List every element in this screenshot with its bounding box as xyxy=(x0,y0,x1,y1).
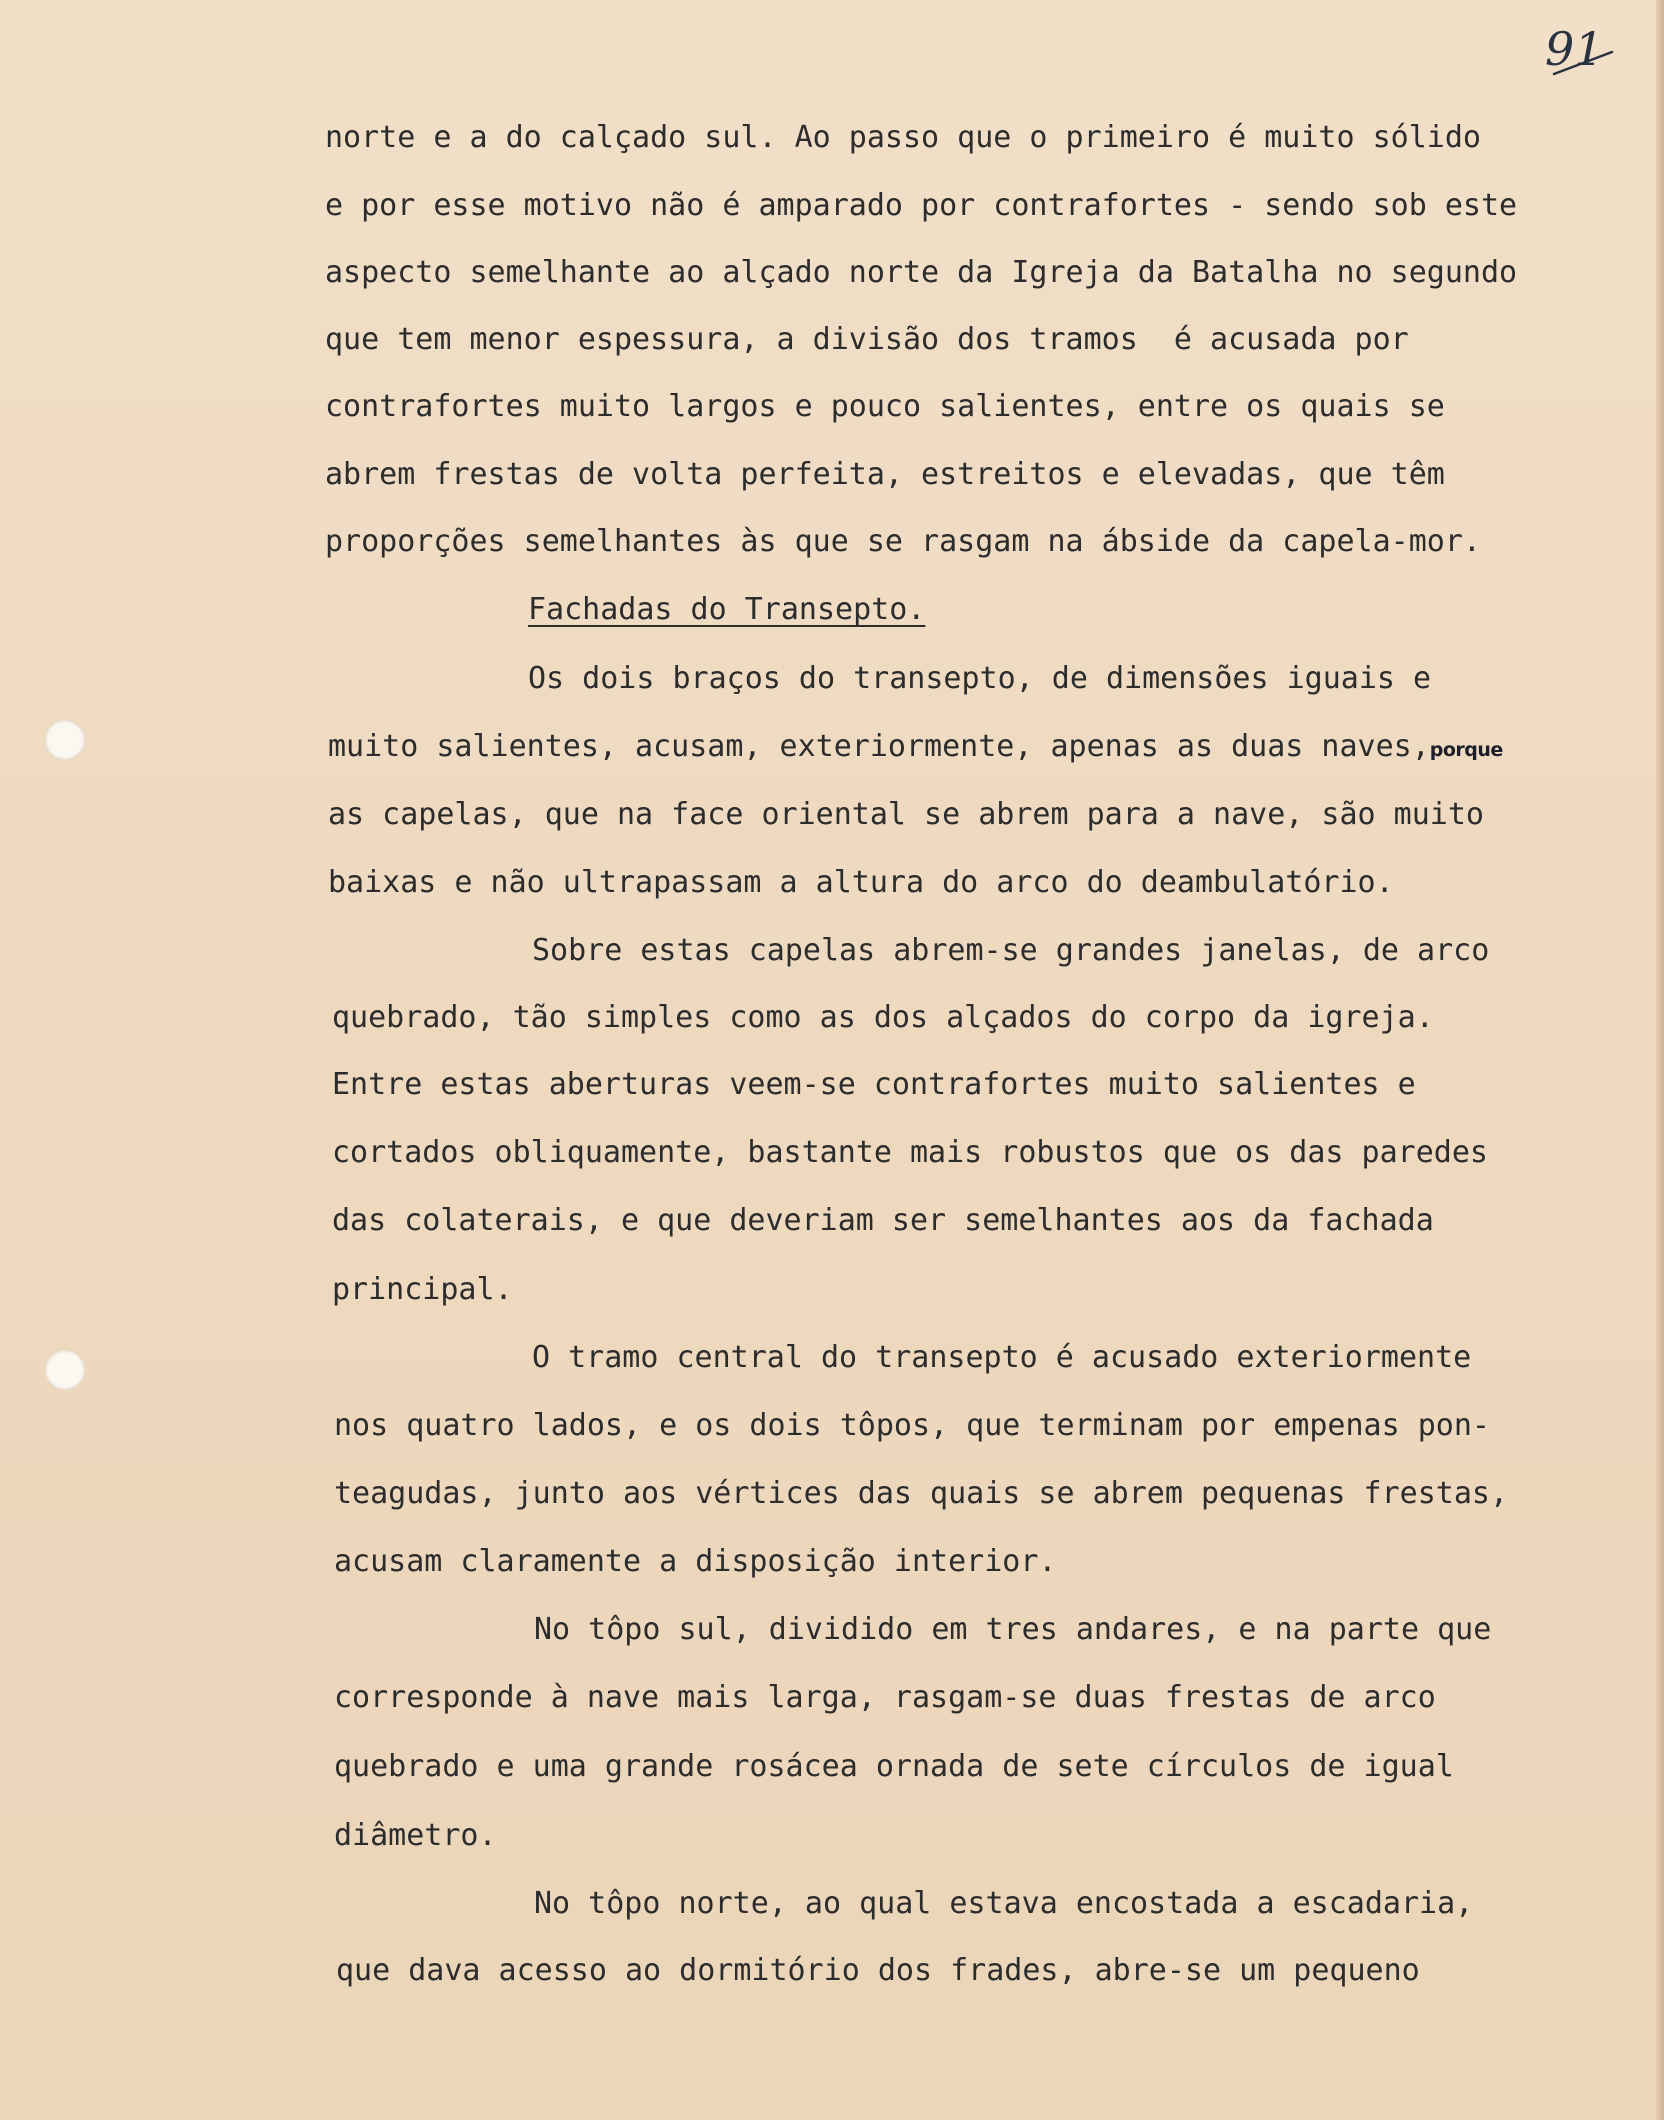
text-line-2: e por esse motivo não é amparado por contrafortes - sendo sob este xyxy=(325,188,1518,223)
text-line-16: das colaterais, e que deveriam ser semelhantes aos da fachada xyxy=(332,1203,1434,1238)
text-line-7: proporções semelhantes às que se rasgam na ábside da capela-mor. xyxy=(325,524,1481,559)
text-line-5: contrafortes muito largos e pouco salientes, entre os quais se xyxy=(325,389,1445,424)
text-line-13: quebrado, tão simples como as dos alçados do corpo da igreja. xyxy=(332,1000,1434,1035)
text-line-23: corresponde à nave mais larga, rasgam-se duas frestas de arco xyxy=(334,1680,1436,1715)
text-line-22: No tôpo sul, dividido em tres andares, e na parte que xyxy=(534,1612,1492,1647)
handwritten-page-number: 91 xyxy=(1545,22,1604,76)
text-line-9-wrapper xyxy=(328,729,1503,768)
text-line-14: Entre estas aberturas veem-se contrafortes muito salientes e xyxy=(332,1067,1416,1102)
text-line-24: quebrado e uma grande rosácea ornada de sete círculos de igual xyxy=(334,1749,1454,1784)
text-line-21: acusam claramente a disposição interior. xyxy=(334,1544,1057,1579)
text-line-12: Sobre estas capelas abrem-se grandes janelas, de arco xyxy=(532,933,1490,968)
text-line-15: cortados obliquamente, bastante mais robustos que os das paredes xyxy=(332,1135,1488,1170)
text-line-11: baixas e não ultrapassam a altura do arco do deambulatório. xyxy=(328,865,1394,900)
paper-edge xyxy=(1656,0,1664,2120)
text-line-6: abrem frestas de volta perfeita, estreitos e elevadas, que têm xyxy=(325,457,1445,492)
text-line-18: O tramo central do transepto é acusado exteriormente xyxy=(532,1340,1472,1375)
section-heading: Fachadas do Transepto. xyxy=(528,592,926,627)
text-line-9: muito salientes, acusam, exteriormente, apenas as duas naves, xyxy=(328,729,1430,764)
text-line-1: norte e a do calçado sul. Ao passo que o primeiro é muito sólido xyxy=(325,120,1481,155)
text-line-19: nos quatro lados, e os dois tôpos, que terminam por empenas pon- xyxy=(334,1408,1490,1443)
punch-hole-top xyxy=(45,720,85,760)
handwritten-insertion: porque xyxy=(1429,739,1503,761)
text-line-3: aspecto semelhante ao alçado norte da Igreja da Batalha no segundo xyxy=(325,255,1518,290)
punch-hole-bottom xyxy=(45,1350,85,1390)
text-line-8: Os dois braços do transepto, de dimensões iguais e xyxy=(528,661,1432,696)
text-line-20: teagudas, junto aos vértices das quais se abrem pequenas frestas, xyxy=(334,1476,1508,1511)
text-line-25: diâmetro. xyxy=(334,1818,497,1853)
text-line-17: principal. xyxy=(332,1272,513,1307)
page-number-underline xyxy=(1548,40,1618,80)
text-line-26: No tôpo norte, ao qual estava encostada a escadaria, xyxy=(534,1886,1474,1921)
text-line-10: as capelas, que na face oriental se abrem para a nave, são muito xyxy=(328,797,1484,832)
text-line-27: que dava acesso ao dormitório dos frades, abre-se um pequeno xyxy=(336,1953,1420,1988)
text-line-4: que tem menor espessura, a divisão dos tramos é acusada por xyxy=(325,322,1409,357)
